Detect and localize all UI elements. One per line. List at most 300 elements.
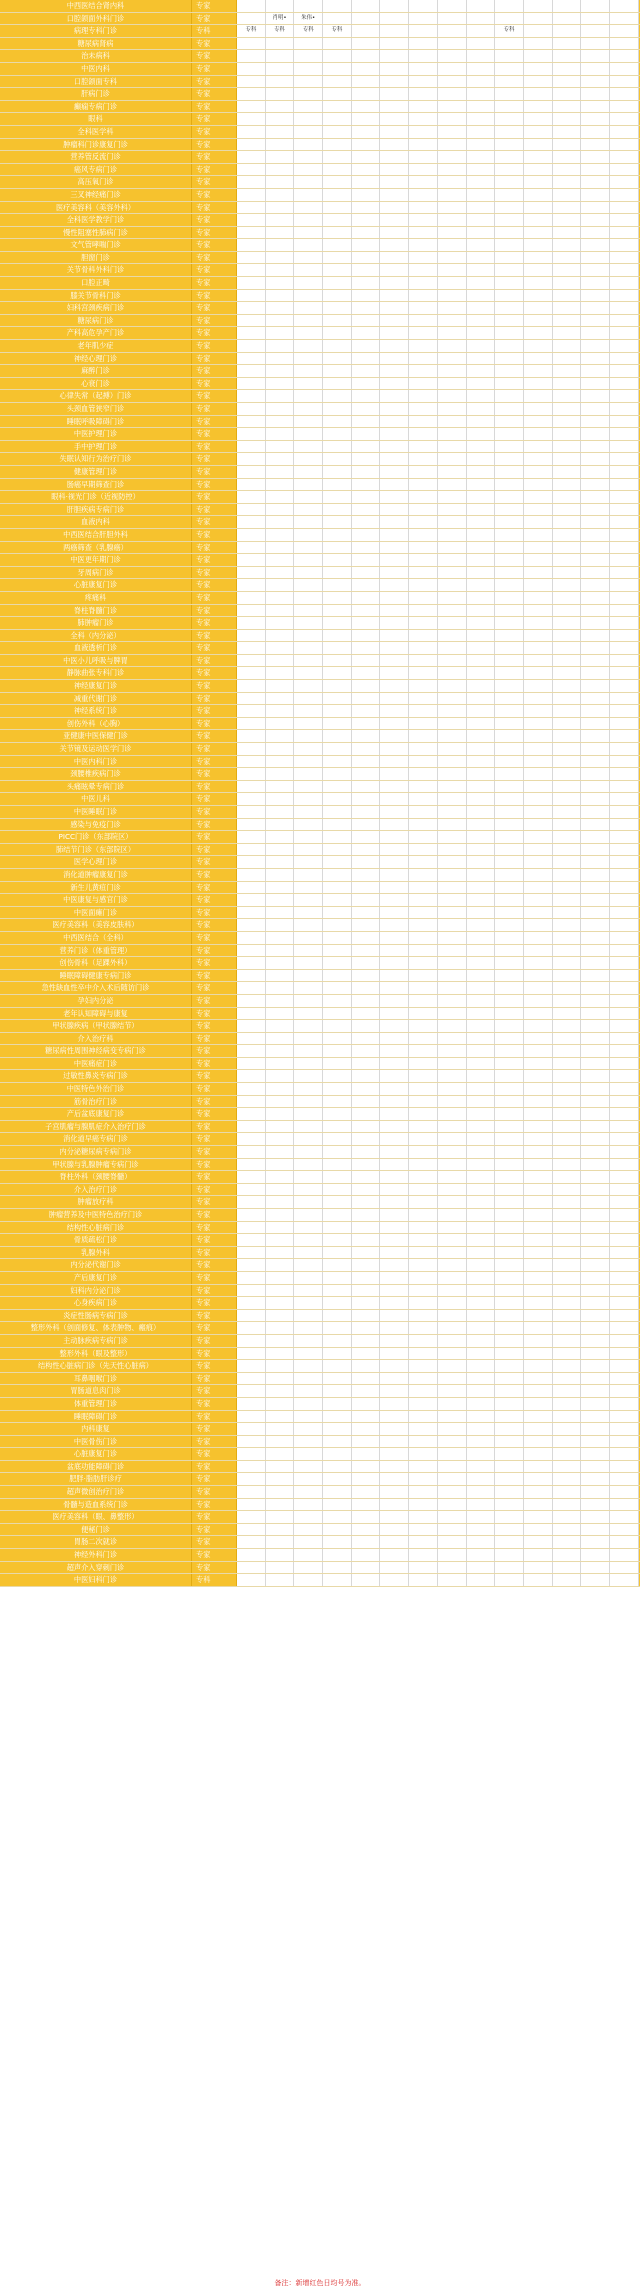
schedule-cell [495,1171,524,1183]
schedule-cell [266,932,295,944]
schedule-cell [495,1436,524,1448]
schedule-cell [323,264,352,276]
schedule-cell [438,1121,467,1133]
schedule-cell [553,642,582,654]
schedule-cell [553,542,582,554]
schedule-cell [438,416,467,428]
schedule-cell [380,856,409,868]
schedule-cell [553,1058,582,1070]
schedule-cell [237,1146,266,1158]
schedule-cell [294,126,323,138]
schedule-cell [438,491,467,503]
schedule-cell [610,441,639,453]
schedule-cell [409,416,438,428]
schedule-cell [352,25,381,37]
schedule-cell [409,945,438,957]
schedule-cell [467,466,496,478]
schedule-cell [294,945,323,957]
schedule-cell [409,1121,438,1133]
department-name: 口腔正畸 [0,277,192,289]
schedule-cell [495,1562,524,1574]
schedule-cell [294,718,323,730]
department-name: 牙周病门诊 [0,567,192,579]
clinic-level: 专家 [192,479,237,491]
schedule-cell [294,1133,323,1145]
schedule-cell [581,25,610,37]
schedule-cell [237,579,266,591]
schedule-cell [323,1159,352,1171]
schedule-cell [495,542,524,554]
schedule-cell [610,1020,639,1032]
schedule-cell [294,1348,323,1360]
schedule-cell [524,1511,553,1523]
department-name: 医疗美容科（眼、鼻整形） [0,1511,192,1523]
schedule-cell [495,1209,524,1221]
schedule-cell [467,957,496,969]
schedule-cell [495,680,524,692]
schedule-cell [380,1247,409,1259]
schedule-cell [581,353,610,365]
schedule-cell [266,151,295,163]
schedule-cell [553,466,582,478]
clinic-level: 专家 [192,667,237,679]
schedule-cell [266,756,295,768]
clinic-level: 专家 [192,0,237,12]
schedule-cell [553,1272,582,1284]
schedule-cell [380,1209,409,1221]
schedule-cell [495,1448,524,1460]
schedule-cell [237,1436,266,1448]
schedule-cell [237,642,266,654]
schedule-cell [294,315,323,327]
schedule-cell [380,1008,409,1020]
schedule-cell [467,1322,496,1334]
schedule-cell [352,1335,381,1347]
clinic-level: 专家 [192,1096,237,1108]
schedule-cell [352,164,381,176]
schedule-cell [352,202,381,214]
schedule-cell [380,479,409,491]
schedule-cell [438,781,467,793]
schedule-cell [237,1096,266,1108]
department-name: 中医特色外治门诊 [0,1083,192,1095]
schedule-cell [524,542,553,554]
clinic-level: 专家 [192,50,237,62]
schedule-cell [438,164,467,176]
schedule-cell [323,214,352,226]
schedule-cell [524,466,553,478]
table-row [0,113,640,126]
schedule-cell [237,617,266,629]
schedule-cell [266,1008,295,1020]
schedule-cell [438,819,467,831]
department-name: 脊柱外科（颈腰脊髓） [0,1171,192,1183]
schedule-cell [581,315,610,327]
schedule-cell [610,642,639,654]
schedule-cell [581,126,610,138]
schedule-cell [323,390,352,402]
table-row [0,214,640,227]
schedule-cell [323,1411,352,1423]
schedule-cell [380,50,409,62]
schedule-cell [581,1310,610,1322]
schedule-cell [581,1259,610,1271]
schedule-cell [524,151,553,163]
schedule-cell [610,227,639,239]
schedule-cell [581,1083,610,1095]
schedule-cell [380,970,409,982]
schedule-cell [581,1335,610,1347]
schedule-cell [409,542,438,554]
schedule-cell [409,353,438,365]
schedule-cell [524,756,553,768]
schedule-cell [610,38,639,50]
table-row [0,453,640,466]
schedule-cell [380,718,409,730]
schedule-cell [581,869,610,881]
schedule-cell [610,479,639,491]
schedule-cell [610,202,639,214]
schedule-cell [409,126,438,138]
schedule-cell [352,264,381,276]
schedule-cell [352,995,381,1007]
schedule-cell [495,1411,524,1423]
schedule-cell [237,227,266,239]
schedule-cell [610,1297,639,1309]
schedule-cell [610,605,639,617]
schedule-cell [409,680,438,692]
schedule-cell [581,1247,610,1259]
clinic-level: 专家 [192,1184,237,1196]
schedule-cell [553,1083,582,1095]
schedule-cell [266,479,295,491]
schedule-cell [323,831,352,843]
clinic-level: 专家 [192,378,237,390]
schedule-cell [409,1247,438,1259]
clinic-level: 专家 [192,768,237,780]
schedule-cell [294,642,323,654]
schedule-cell [467,1436,496,1448]
clinic-level: 专家 [192,1045,237,1057]
schedule-cell [409,1448,438,1460]
schedule-cell [323,1070,352,1082]
schedule-cell [323,1058,352,1070]
schedule-cell [524,1297,553,1309]
table-row [0,1146,640,1159]
schedule-cell [237,1335,266,1347]
schedule-cell [237,529,266,541]
schedule-cell [409,768,438,780]
schedule-cell [553,63,582,75]
schedule-cell [380,277,409,289]
table-row [0,50,640,63]
schedule-cell [524,403,553,415]
schedule-cell [438,1058,467,1070]
clinic-level: 专家 [192,214,237,226]
schedule-cell [524,126,553,138]
schedule-cell [409,63,438,75]
department-name: 中医内科门诊 [0,756,192,768]
schedule-cell [438,655,467,667]
table-row [0,1436,640,1449]
schedule-cell [323,113,352,125]
schedule-cell [323,1045,352,1057]
schedule-cell [438,189,467,201]
clinic-level: 专家 [192,957,237,969]
schedule-cell [380,630,409,642]
schedule-cell [553,919,582,931]
schedule-cell [467,1196,496,1208]
schedule-cell [467,252,496,264]
schedule-cell [409,1310,438,1322]
schedule-cell [610,1373,639,1385]
schedule-cell [438,705,467,717]
schedule-cell [438,1499,467,1511]
schedule-cell [438,756,467,768]
schedule-cell [553,856,582,868]
schedule-cell [352,126,381,138]
schedule-cell [352,768,381,780]
schedule-cell [294,491,323,503]
table-row [0,882,640,895]
schedule-cell [467,164,496,176]
schedule-cell [524,441,553,453]
schedule-cell [553,453,582,465]
clinic-level: 专家 [192,1436,237,1448]
schedule-cell [495,504,524,516]
schedule-cell [438,340,467,352]
schedule-cell [553,831,582,843]
schedule-cell [323,655,352,667]
schedule-cell [380,126,409,138]
table-row [0,1511,640,1524]
schedule-cell [409,579,438,591]
schedule-cell [553,13,582,25]
clinic-level: 专家 [192,13,237,25]
schedule-cell [237,1171,266,1183]
schedule-cell [495,579,524,591]
department-name: 超声微创治疗门诊 [0,1486,192,1498]
schedule-cell [409,1486,438,1498]
schedule-cell [438,239,467,251]
schedule-cell [266,630,295,642]
schedule-cell [553,793,582,805]
schedule-cell [409,1058,438,1070]
schedule-cell [610,50,639,62]
schedule-cell [467,353,496,365]
schedule-cell [352,1008,381,1020]
schedule-cell [581,982,610,994]
department-name: 眼科 [0,113,192,125]
table-row [0,340,640,353]
schedule-cell [266,264,295,276]
schedule-cell [237,1448,266,1460]
schedule-cell [266,605,295,617]
schedule-cell [352,693,381,705]
schedule-cell [323,1574,352,1586]
schedule-cell [610,743,639,755]
schedule-cell [409,1285,438,1297]
schedule-cell [294,202,323,214]
schedule-cell [294,504,323,516]
schedule-cell [266,76,295,88]
schedule-cell [323,932,352,944]
schedule-cell [294,995,323,1007]
schedule-cell: 专科 [495,25,524,37]
schedule-cell [352,1562,381,1574]
schedule-cell [266,416,295,428]
table-row [0,1083,640,1096]
schedule-cell [610,932,639,944]
schedule-cell [237,1511,266,1523]
schedule-cell [438,793,467,805]
schedule-cell [553,378,582,390]
schedule-cell [581,1398,610,1410]
table-row [0,642,640,655]
schedule-cell [294,781,323,793]
schedule-cell [495,13,524,25]
schedule-cell [352,252,381,264]
schedule-cell [495,1045,524,1057]
clinic-level: 专家 [192,1234,237,1246]
schedule-cell [380,1322,409,1334]
department-name: 慢性阻塞性肺病门诊 [0,227,192,239]
schedule-cell [553,0,582,12]
schedule-cell [266,1310,295,1322]
schedule-cell [581,479,610,491]
schedule-cell [581,1574,610,1586]
schedule-cell [553,1146,582,1158]
schedule-cell [553,1423,582,1435]
schedule-cell [553,1360,582,1372]
clinic-level: 专家 [192,416,237,428]
schedule-cell [409,1222,438,1234]
schedule-cell [409,1297,438,1309]
schedule-cell [524,504,553,516]
schedule-cell [438,693,467,705]
schedule-cell [237,756,266,768]
schedule-cell [294,1499,323,1511]
schedule-cell [323,1184,352,1196]
schedule-cell [323,101,352,113]
schedule-cell [610,176,639,188]
schedule-cell [438,1259,467,1271]
table-row [0,567,640,580]
schedule-cell [553,1247,582,1259]
schedule-cell [438,869,467,881]
table-row [0,416,640,429]
schedule-cell [438,592,467,604]
schedule-cell [610,378,639,390]
schedule-cell [409,806,438,818]
schedule-cell [323,1524,352,1536]
schedule-cell [380,1070,409,1082]
clinic-level: 专家 [192,239,237,251]
schedule-cell [524,340,553,352]
schedule-cell [352,1045,381,1057]
schedule-cell [380,227,409,239]
schedule-cell [237,1045,266,1057]
schedule-cell [380,542,409,554]
schedule-cell [467,982,496,994]
schedule-cell [524,869,553,881]
schedule-cell [294,1058,323,1070]
schedule-cell [553,1562,582,1574]
schedule-cell [266,1209,295,1221]
schedule-cell [438,202,467,214]
schedule-cell [352,1058,381,1070]
schedule-cell [352,327,381,339]
table-row [0,63,640,76]
schedule-cell [294,1436,323,1448]
schedule-cell [294,655,323,667]
department-name: 介入治疗科 [0,1033,192,1045]
schedule-cell [409,441,438,453]
schedule-cell [581,113,610,125]
schedule-cell [553,1184,582,1196]
schedule-cell [610,806,639,818]
department-name: 消化道肿瘤康复门诊 [0,869,192,881]
schedule-cell [294,441,323,453]
schedule-cell [380,441,409,453]
schedule-cell [294,1259,323,1271]
department-name: 炎症性肠病专病门诊 [0,1310,192,1322]
schedule-cell [581,252,610,264]
table-row [0,781,640,794]
table-row [0,542,640,555]
schedule-cell [553,202,582,214]
schedule-cell [409,756,438,768]
clinic-level: 专家 [192,705,237,717]
schedule-cell [380,1045,409,1057]
schedule-cell [294,743,323,755]
schedule-cell [237,1234,266,1246]
schedule-cell [294,1247,323,1259]
department-name: 口腔颌面专科 [0,76,192,88]
schedule-cell [581,176,610,188]
department-name: 头痛眩晕专病门诊 [0,781,192,793]
schedule-cell [237,378,266,390]
schedule-cell [610,277,639,289]
table-row [0,252,640,265]
schedule-cell [581,567,610,579]
schedule-cell [610,416,639,428]
schedule-cell [495,743,524,755]
schedule-cell [380,353,409,365]
schedule-cell [581,76,610,88]
schedule-cell [610,768,639,780]
department-name: 中医康复与感官门诊 [0,894,192,906]
clinic-level: 专家 [192,1146,237,1158]
schedule-cell [380,831,409,843]
schedule-cell [352,277,381,289]
schedule-cell [266,995,295,1007]
schedule-cell [352,705,381,717]
schedule-cell [553,428,582,440]
department-name: 便秘门诊 [0,1524,192,1536]
schedule-cell [266,1436,295,1448]
schedule-cell [266,504,295,516]
schedule-cell [524,1423,553,1435]
schedule-cell [323,869,352,881]
clinic-level: 专家 [192,932,237,944]
schedule-cell [352,919,381,931]
schedule-cell [524,970,553,982]
schedule-cell [409,1133,438,1145]
schedule-cell [294,516,323,528]
schedule-cell [294,151,323,163]
schedule-cell [323,957,352,969]
